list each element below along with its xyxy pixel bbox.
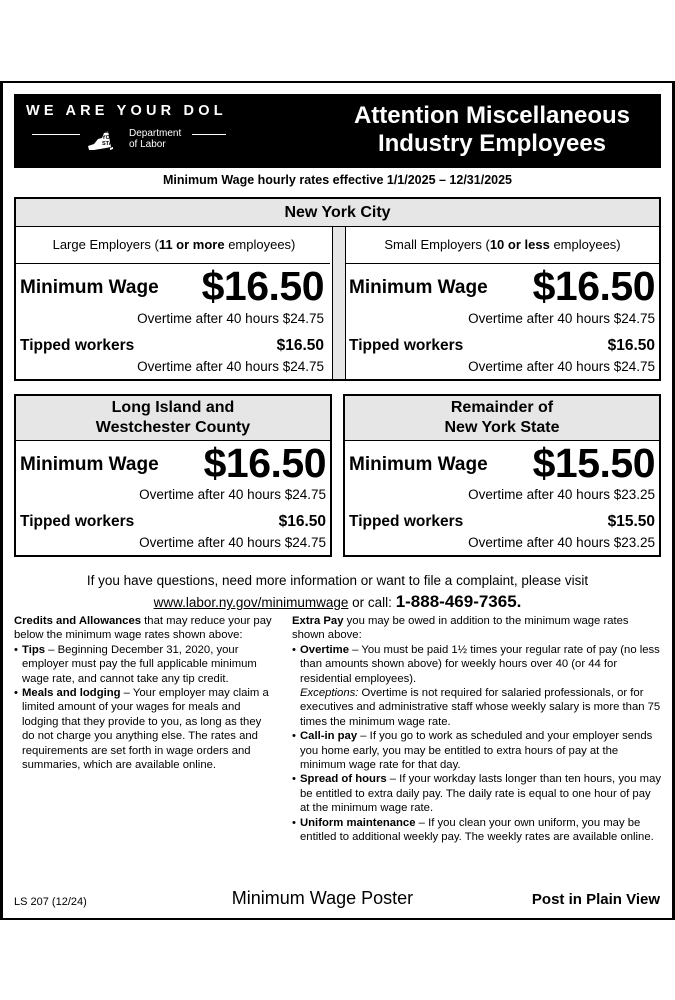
minimum-wage-link[interactable]: www.labor.ny.gov/minimumwage [153,595,349,610]
long-island-title: Long Island and Westchester County [16,396,330,441]
list-item: • Meals and lodging – Your employer may claim a limited amount of your wages for meals and lodging that they provide to you, as long as they do not charge you anything else. The rates and requirements are set forth in wage orders and summaries, which are available online. [14,686,276,772]
nyc-small-tip-label: Tipped workers [349,337,464,354]
nyc-rates-box [14,197,661,381]
extra-pay-intro: Extra Pay you may be owed in addition to the minimum wage rates shown above: [292,615,629,642]
list-item: • Overtime – You must be paid 1½ times your regular rate of pay (no less than amounts shown above) for weekly hours over 40 (or 44 for residential employees). Exceptions: Overtime is not required for salaried professionals, or for executives and administrative staff whose weekly salary is more than 75 times the minimum wage rate. [292,643,662,729]
nyc-large-tip-overtime: Overtime after 40 hours $24.75 [137,359,324,374]
list-item: • Tips – Beginning December 31, 2020, your employer must pay the full applicable minimum wage rate, and cannot take any tip credit. [14,643,276,686]
li-tip-value: $16.50 [278,513,326,530]
questions-text: If you have questions, need more information or want to file a complaint, please visit [86,573,589,588]
li-tip-label: Tipped workers [20,513,135,530]
credits-allowances-section [14,614,276,772]
nyc-small-mw-value: $16.50 [532,263,655,309]
effective-dates: Minimum Wage hourly rates effective 1/1/2025 – 12/31/2025 [162,173,512,187]
form-code: LS 207 (12/24) [14,896,87,908]
li-mw-label: Minimum Wage [20,454,159,475]
nyc-column-gap [332,227,346,379]
nyc-small-tip-value: $16.50 [607,337,655,354]
nyc-title: New York City [16,199,659,227]
list-item: • Uniform maintenance – If you clean your own uniform, you may be entitled to additional weekly pay. The weekly rates are available online. [292,816,662,845]
post-instruction: Post in Plain View [531,891,660,908]
rest-tip-label: Tipped workers [349,513,464,530]
nyc-large-tip-label: Tipped workers [20,337,135,354]
contact-info: If you have questions, need more information or want to file a complaint, please visit www.labor.ny.gov/minimumwage or call: 1-888-469-7365. [0,570,675,613]
poster-name: Minimum Wage Poster [231,888,414,908]
rest-tip-overtime: Overtime after 40 hours $23.25 [468,535,655,550]
dol-slogan: WE ARE YOUR DOL [26,103,227,119]
list-item: • Call-in pay – If you go to work as scheduled and your employer sends you home early, you may be entitled to extra hours of pay at the minimum wage rate for that day. [292,729,662,772]
nyc-small-mw-label: Minimum Wage [349,277,488,298]
nyc-large-mw-label: Minimum Wage [20,277,159,298]
li-tip-overtime: Overtime after 40 hours $24.75 [139,535,326,550]
li-mw-overtime: Overtime after 40 hours $24.75 [139,487,326,502]
header-banner [14,94,661,168]
frame-left-edge [0,81,3,920]
extra-pay-section [292,614,662,845]
nyc-small-tip-overtime: Overtime after 40 hours $24.75 [468,359,655,374]
slogan-rule-left [32,134,80,135]
list-item: • Spread of hours – If your workday lasts longer than ten hours, you may be entitled to extra daily pay. The daily rate is equal to one hour of pay at the minimum wage rate. [292,772,662,815]
li-mw-value: $16.50 [203,440,326,486]
credits-intro: Credits and Allowances that may reduce your pay below the minimum wage rates shown above: [14,615,272,642]
long-island-rates-box [14,394,332,557]
department-of-labor: Department of Labor [129,128,182,150]
small-employers-heading: Small Employers (10 or less employees) [384,237,621,252]
slogan-rule-right [192,134,226,135]
remainder-title: Remainder of New York State [345,396,659,441]
ny-state-logo-text: NEW YORK STATE [102,129,120,147]
nyc-large-mw-value: $16.50 [201,263,324,309]
nyc-large-mw-overtime: Overtime after 40 hours $24.75 [137,311,324,326]
rest-mw-label: Minimum Wage [349,454,488,475]
remainder-rates-box [343,394,661,557]
page-title: Attention Miscellaneous Industry Employees [353,102,631,157]
large-employers-heading: Large Employers (11 or more employees) [52,237,296,252]
rest-tip-value: $15.50 [607,513,655,530]
nyc-large-tip-value: $16.50 [276,337,324,354]
nyc-small-mw-overtime: Overtime after 40 hours $24.75 [468,311,655,326]
rest-mw-value: $15.50 [532,440,655,486]
phone-number[interactable]: 1-888-469-7365. [395,592,522,611]
rest-mw-overtime: Overtime after 40 hours $23.25 [468,487,655,502]
